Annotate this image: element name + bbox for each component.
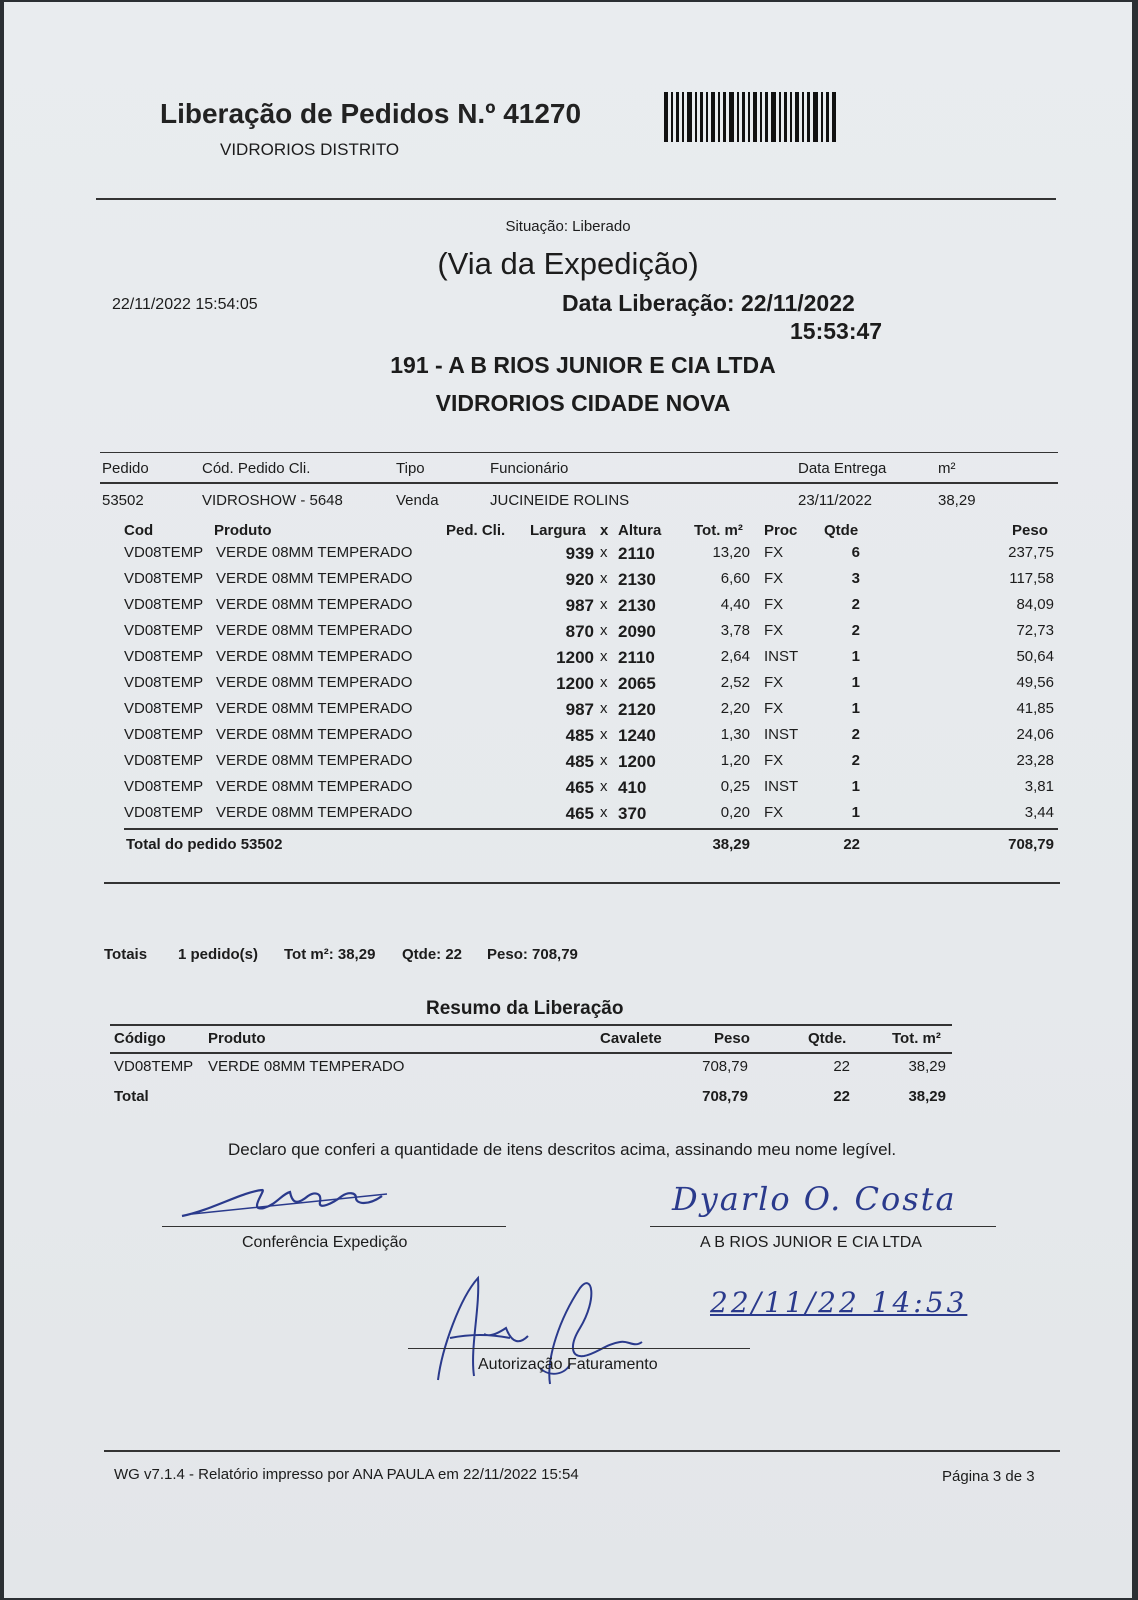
item-largura: 1200	[556, 674, 594, 693]
item-tot-m2: 2,52	[720, 674, 750, 691]
item-row	[4, 622, 1132, 648]
totals-label: Totais	[104, 946, 148, 963]
item-x: x	[600, 804, 608, 821]
item-produto: VERDE 08MM TEMPERADO	[216, 778, 413, 795]
item-row	[4, 804, 1132, 830]
summary-codigo: VD08TEMP	[114, 1058, 194, 1075]
item-row	[4, 596, 1132, 622]
item-proc: FX	[764, 596, 784, 613]
item-proc: FX	[764, 622, 784, 639]
item-produto: VERDE 08MM TEMPERADO	[216, 648, 413, 665]
item-largura: 920	[565, 570, 594, 589]
item-cod: VD08TEMP	[124, 752, 204, 769]
col-cod: Cod	[124, 522, 154, 539]
item-peso: 24,06	[1016, 726, 1054, 743]
label-cod-pedido-cli: Cód. Pedido Cli.	[202, 460, 311, 477]
client-signature-line	[650, 1226, 996, 1227]
summary-col-cavalete: Cavalete	[600, 1030, 662, 1047]
item-largura: 485	[565, 726, 594, 745]
order-total-qtde: 22	[843, 836, 860, 853]
item-proc: INST	[764, 648, 799, 665]
item-tot-m2: 1,30	[720, 726, 750, 743]
item-produto: VERDE 08MM TEMPERADO	[216, 726, 413, 743]
barcode	[664, 92, 836, 142]
item-cod: VD08TEMP	[124, 596, 204, 613]
item-altura: 2130	[618, 596, 656, 615]
item-proc: INST	[764, 726, 799, 743]
document-page	[4, 2, 1132, 1598]
value-pedido: 53502	[102, 492, 144, 509]
store-name: VIDRORIOS CIDADE NOVA	[435, 390, 731, 416]
order-total-row	[4, 836, 1132, 862]
release-time: 15:53:47	[790, 318, 883, 344]
item-tot-m2: 2,64	[720, 648, 750, 665]
item-proc: FX	[764, 804, 784, 821]
item-peso: 3,81	[1024, 778, 1054, 795]
item-largura: 485	[565, 752, 594, 771]
summary-total-row	[4, 1088, 1132, 1114]
value-cod-pedido-cli: VIDROSHOW - 5648	[202, 492, 343, 509]
col-produto: Produto	[214, 522, 272, 539]
item-row	[4, 570, 1132, 596]
item-tot-m2: 4,40	[720, 596, 750, 613]
item-tot-m2: 0,20	[720, 804, 750, 821]
footer-print-info: WG v7.1.4 - Relatório impresso por ANA PAULA em 22/11/2022 15:54	[114, 1466, 579, 1483]
totals-m2: Tot m²: 38,29	[284, 946, 376, 963]
summary-peso: 708,79	[702, 1058, 748, 1075]
item-tot-m2: 3,78	[720, 622, 750, 639]
page-number: Página 3 de 3	[942, 1468, 1035, 1485]
status-text: Situação: Liberado	[505, 218, 631, 235]
item-qtde: 2	[851, 596, 860, 613]
col-tot-m2: Tot. m²	[694, 522, 743, 539]
order-total-peso: 708,79	[1008, 836, 1054, 853]
item-cod: VD08TEMP	[124, 570, 204, 587]
footer-divider	[104, 1450, 1060, 1452]
item-largura: 870	[565, 622, 594, 641]
authorization-label: Autorização Faturamento	[478, 1356, 658, 1373]
item-produto: VERDE 08MM TEMPERADO	[216, 700, 413, 717]
summary-row	[4, 1058, 1132, 1084]
summary-col-tot-m2: Tot. m²	[892, 1030, 941, 1047]
label-funcionario: Funcionário	[490, 460, 569, 477]
order-header-mid-line	[100, 482, 1058, 484]
item-peso: 3,44	[1024, 804, 1054, 821]
item-proc: FX	[764, 752, 784, 769]
item-x: x	[600, 752, 608, 769]
declaration-text: Declaro que conferi a quantidade de itens descritos acima, assinando meu nome legível.	[228, 1140, 897, 1159]
item-altura: 2120	[618, 700, 656, 719]
client-name: 191 - A B RIOS JUNIOR E CIA LTDA	[390, 352, 776, 378]
item-x: x	[600, 674, 608, 691]
summary-col-produto: Produto	[208, 1030, 266, 1047]
item-produto: VERDE 08MM TEMPERADO	[216, 752, 413, 769]
item-tot-m2: 0,25	[720, 778, 750, 795]
col-ped-cli: Ped. Cli.	[446, 522, 506, 539]
item-tot-m2: 2,20	[720, 700, 750, 717]
item-x: x	[600, 700, 608, 717]
client-handwritten-name: Dyarlo O. Costa	[672, 1180, 957, 1218]
item-qtde: 2	[851, 752, 860, 769]
header-divider	[96, 198, 1056, 200]
item-largura: 939	[565, 544, 594, 563]
conference-signature-line	[162, 1226, 506, 1227]
label-tipo: Tipo	[396, 460, 425, 477]
conference-label: Conferência Expedição	[242, 1234, 408, 1251]
col-x: x	[600, 522, 609, 539]
item-x: x	[600, 726, 608, 743]
item-proc: INST	[764, 778, 799, 795]
item-cod: VD08TEMP	[124, 544, 204, 561]
item-qtde: 1	[851, 778, 860, 795]
col-largura: Largura	[530, 522, 586, 539]
item-proc: FX	[764, 700, 784, 717]
item-row	[4, 544, 1132, 570]
item-peso: 237,75	[1008, 544, 1054, 561]
item-produto: VERDE 08MM TEMPERADO	[216, 622, 413, 639]
item-tot-m2: 13,20	[712, 544, 750, 561]
item-peso: 72,73	[1016, 622, 1054, 639]
summary-col-codigo: Código	[114, 1030, 166, 1047]
item-peso: 84,09	[1016, 596, 1054, 613]
summary-total-label: Total	[114, 1088, 149, 1105]
label-m2: m²	[938, 460, 956, 477]
item-altura: 410	[618, 778, 647, 797]
item-proc: FX	[764, 674, 784, 691]
item-largura: 987	[565, 596, 594, 615]
item-altura: 370	[618, 804, 647, 823]
order-total-m2: 38,29	[712, 836, 750, 853]
item-largura: 465	[565, 778, 594, 797]
item-qtde: 1	[851, 804, 860, 821]
item-altura: 2110	[618, 544, 655, 563]
item-cod: VD08TEMP	[124, 726, 204, 743]
item-qtde: 1	[851, 700, 860, 717]
value-tipo: Venda	[396, 492, 439, 509]
item-largura: 1200	[556, 648, 594, 667]
item-largura: 465	[565, 804, 594, 823]
summary-qtde: 22	[833, 1058, 850, 1075]
item-qtde: 1	[851, 648, 860, 665]
summary-col-peso: Peso	[714, 1030, 750, 1047]
item-x: x	[600, 544, 608, 561]
item-cod: VD08TEMP	[124, 804, 204, 821]
item-altura: 2130	[618, 570, 656, 589]
item-cod: VD08TEMP	[124, 674, 204, 691]
totals-peso: Peso: 708,79	[487, 946, 578, 963]
item-altura: 1200	[618, 752, 656, 771]
order-header-top-line	[100, 452, 1058, 453]
order-total-label: Total do pedido 53502	[126, 836, 283, 853]
item-row	[4, 752, 1132, 778]
item-largura: 987	[565, 700, 594, 719]
item-cod: VD08TEMP	[124, 778, 204, 795]
summary-top-line	[110, 1024, 952, 1026]
item-x: x	[600, 622, 608, 639]
item-row	[4, 648, 1132, 674]
totals-pedidos: 1 pedido(s)	[178, 946, 259, 963]
item-altura: 2110	[618, 648, 655, 667]
col-qtde: Qtde	[824, 522, 859, 539]
item-x: x	[600, 778, 608, 795]
item-tot-m2: 1,20	[720, 752, 750, 769]
item-qtde: 2	[851, 622, 860, 639]
item-altura: 1240	[618, 726, 656, 745]
summary-total-qtde: 22	[833, 1088, 850, 1105]
item-x: x	[600, 596, 608, 613]
summary-total-m2: 38,29	[908, 1088, 946, 1105]
item-altura: 2065	[618, 674, 656, 693]
document-title: Liberação de Pedidos N.º 41270	[160, 98, 582, 129]
label-pedido: Pedido	[102, 460, 149, 477]
item-qtde: 6	[851, 544, 860, 561]
order-header-values	[4, 492, 1132, 518]
item-proc: FX	[764, 544, 784, 561]
summary-title: Resumo da Liberação	[426, 998, 624, 1019]
item-qtde: 2	[851, 726, 860, 743]
item-row	[4, 700, 1132, 726]
item-altura: 2090	[618, 622, 656, 641]
item-qtde: 3	[851, 570, 860, 587]
summary-col-qtde: Qtde.	[808, 1030, 847, 1047]
company-subtitle: VIDRORIOS DISTRITO	[220, 140, 400, 159]
summary-produto: VERDE 08MM TEMPERADO	[208, 1058, 405, 1075]
item-qtde: 1	[851, 674, 860, 691]
item-row	[4, 726, 1132, 752]
client-signature-label: A B RIOS JUNIOR E CIA LTDA	[700, 1234, 922, 1251]
item-peso: 23,28	[1016, 752, 1054, 769]
totals-summary-row	[4, 946, 1132, 972]
summary-header-line	[110, 1052, 952, 1054]
item-row	[4, 674, 1132, 700]
authorization-signature	[420, 1268, 650, 1398]
item-peso: 49,56	[1016, 674, 1054, 691]
item-produto: VERDE 08MM TEMPERADO	[216, 570, 413, 587]
item-proc: FX	[764, 570, 784, 587]
item-produto: VERDE 08MM TEMPERADO	[216, 544, 413, 561]
col-peso: Peso	[1012, 522, 1048, 539]
item-peso: 117,58	[1009, 570, 1054, 587]
item-x: x	[600, 570, 608, 587]
authorization-signature-line	[408, 1348, 750, 1349]
item-peso: 50,64	[1016, 648, 1054, 665]
totals-qtde: Qtde: 22	[402, 946, 463, 963]
item-produto: VERDE 08MM TEMPERADO	[216, 674, 413, 691]
copy-type-title: (Via da Expedição)	[437, 246, 699, 281]
item-cod: VD08TEMP	[124, 700, 204, 717]
item-cod: VD08TEMP	[124, 622, 204, 639]
label-data-entrega: Data Entrega	[798, 460, 887, 477]
release-date: Data Liberação: 22/11/2022	[562, 290, 855, 316]
col-proc: Proc	[764, 522, 798, 539]
conference-signature	[172, 1184, 412, 1224]
items-total-line	[124, 828, 1058, 830]
item-produto: VERDE 08MM TEMPERADO	[216, 596, 413, 613]
item-produto: VERDE 08MM TEMPERADO	[216, 804, 413, 821]
item-x: x	[600, 648, 608, 665]
item-cod: VD08TEMP	[124, 648, 204, 665]
item-row	[4, 778, 1132, 804]
print-datetime: 22/11/2022 15:54:05	[112, 296, 258, 313]
summary-tot-m2: 38,29	[908, 1058, 946, 1075]
value-data-entrega: 23/11/2022	[798, 492, 872, 509]
value-m2: 38,29	[938, 492, 976, 509]
summary-total-peso: 708,79	[702, 1088, 748, 1105]
handwritten-date: 22/11/22 14:53	[710, 1286, 968, 1319]
item-peso: 41,85	[1016, 700, 1054, 717]
item-tot-m2: 6,60	[720, 570, 750, 587]
section-divider	[104, 882, 1060, 884]
value-funcionario: JUCINEIDE ROLINS	[490, 492, 630, 509]
col-altura: Altura	[618, 522, 662, 539]
